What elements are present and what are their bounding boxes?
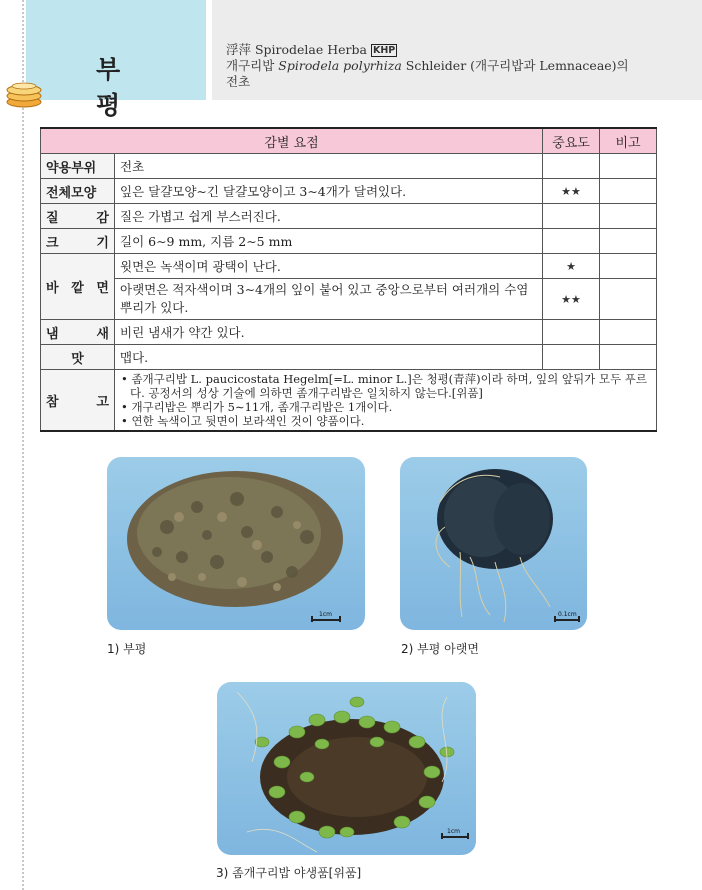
table-row xyxy=(41,229,657,254)
header-line-1 xyxy=(226,42,696,58)
row-label: 질 감 xyxy=(41,204,115,229)
header-importance: 중요도 xyxy=(543,128,600,154)
row-text: 아랫면은 적자색이며 3∼4개의 잎이 붙어 있고 중앙으로부터 여러개의 수염뿌리가 있다. xyxy=(115,279,543,320)
header-herb-name: 浮萍 Spirodelae Herba xyxy=(226,42,367,57)
row-remark xyxy=(600,204,657,229)
header-line-2 xyxy=(226,58,696,74)
row-remark xyxy=(600,154,657,179)
table-row xyxy=(41,345,657,370)
row-remark xyxy=(600,179,657,204)
herb-underside-illustration xyxy=(400,457,587,630)
row-importance xyxy=(543,345,600,370)
row-importance xyxy=(543,154,600,179)
row-label: 크 기 xyxy=(41,229,115,254)
row-importance xyxy=(543,229,600,254)
scale-label: 0.1cm xyxy=(558,611,577,618)
header-remarks: 비고 xyxy=(600,128,657,154)
scale-label: 1cm xyxy=(447,828,460,835)
row-importance: ★★ xyxy=(543,179,600,204)
book-stack-icon xyxy=(4,80,44,108)
header-scientific-name: Spirodela polyrhiza xyxy=(278,58,402,73)
khp-badge: KHP xyxy=(372,45,396,56)
row-remark xyxy=(600,254,657,279)
note-item: • 개구리밥은 뿌리가 5∼11개, 좀개구리밥은 1개이다. xyxy=(121,400,393,414)
row-importance xyxy=(543,320,600,345)
table-row xyxy=(41,154,657,179)
photo-wild-duckweed xyxy=(217,682,476,855)
title-box xyxy=(26,0,206,120)
row-importance: ★ xyxy=(543,254,600,279)
row-text: 길이 6∼9 mm, 지름 2∼5 mm xyxy=(115,229,543,254)
scale-bar xyxy=(313,619,339,621)
row-label: 맛 xyxy=(41,345,115,370)
row-text: 비린 냄새가 약간 있다. xyxy=(115,320,543,345)
row-remark xyxy=(600,229,657,254)
table-header-row xyxy=(41,128,657,154)
row-remark xyxy=(600,320,657,345)
header-family: Schleider (개구리밥과 Lemnaceae)의 xyxy=(401,58,629,73)
table-row xyxy=(41,279,657,320)
row-text: 윗면은 녹색이며 광택이 난다. xyxy=(115,254,543,279)
header-text xyxy=(226,42,696,90)
scale-bar xyxy=(556,619,578,621)
herb-pile-illustration xyxy=(107,457,365,630)
row-importance xyxy=(543,204,600,229)
identification-table xyxy=(40,127,657,432)
caption-photo-2: 2) 부평 아랫면 xyxy=(401,642,479,656)
scale-bar xyxy=(443,836,467,838)
table-row xyxy=(41,254,657,279)
reference-notes xyxy=(115,370,657,432)
row-label: 약용부위 xyxy=(41,154,115,179)
page-margin-dotted-line xyxy=(22,0,24,890)
photo-dried-herb xyxy=(107,457,365,630)
header-line-3: 전초 xyxy=(226,74,251,89)
row-text: 맵다. xyxy=(115,345,543,370)
row-remark xyxy=(600,345,657,370)
row-text: 잎은 달걀모양∼긴 달걀모양이고 3∼4개가 달려있다. xyxy=(115,179,543,204)
table-row xyxy=(41,204,657,229)
wild-duckweed-illustration xyxy=(217,682,476,855)
note-item: • 좀개구리밥 L. paucicostata Hegelm[=L. minor L.]은 청평(青萍)이라 하며, 잎의 앞뒤가 모두 푸르다. 공정서의 성상 기술에 의하면 좀개구리밥은 일치하지 않는다.[위품] xyxy=(121,372,648,400)
header-plant-korean: 개구리밥 xyxy=(226,58,279,73)
row-label: 전체모양 xyxy=(41,179,115,204)
row-label: 바 깥 면 xyxy=(41,254,115,320)
note-item: • 연한 녹색이고 뒷면이 보라색인 것이 양품이다. xyxy=(121,414,365,428)
page-title: 부 평 xyxy=(96,55,153,120)
table-row xyxy=(41,370,657,432)
row-text: 전초 xyxy=(115,154,543,179)
photo-herb-underside xyxy=(400,457,587,630)
row-label: 냄 새 xyxy=(41,320,115,345)
scale-label: 1cm xyxy=(319,611,332,618)
row-text: 질은 가볍고 쉽게 부스러진다. xyxy=(115,204,543,229)
row-importance: ★★ xyxy=(543,279,600,320)
table-row xyxy=(41,320,657,345)
table-row xyxy=(41,179,657,204)
row-remark xyxy=(600,279,657,320)
caption-photo-3: 3) 좀개구리밥 야생품[위품] xyxy=(216,866,362,880)
caption-photo-1: 1) 부평 xyxy=(107,642,147,656)
header-key-points: 감별 요점 xyxy=(41,128,543,154)
row-label: 참 고 xyxy=(41,370,115,432)
